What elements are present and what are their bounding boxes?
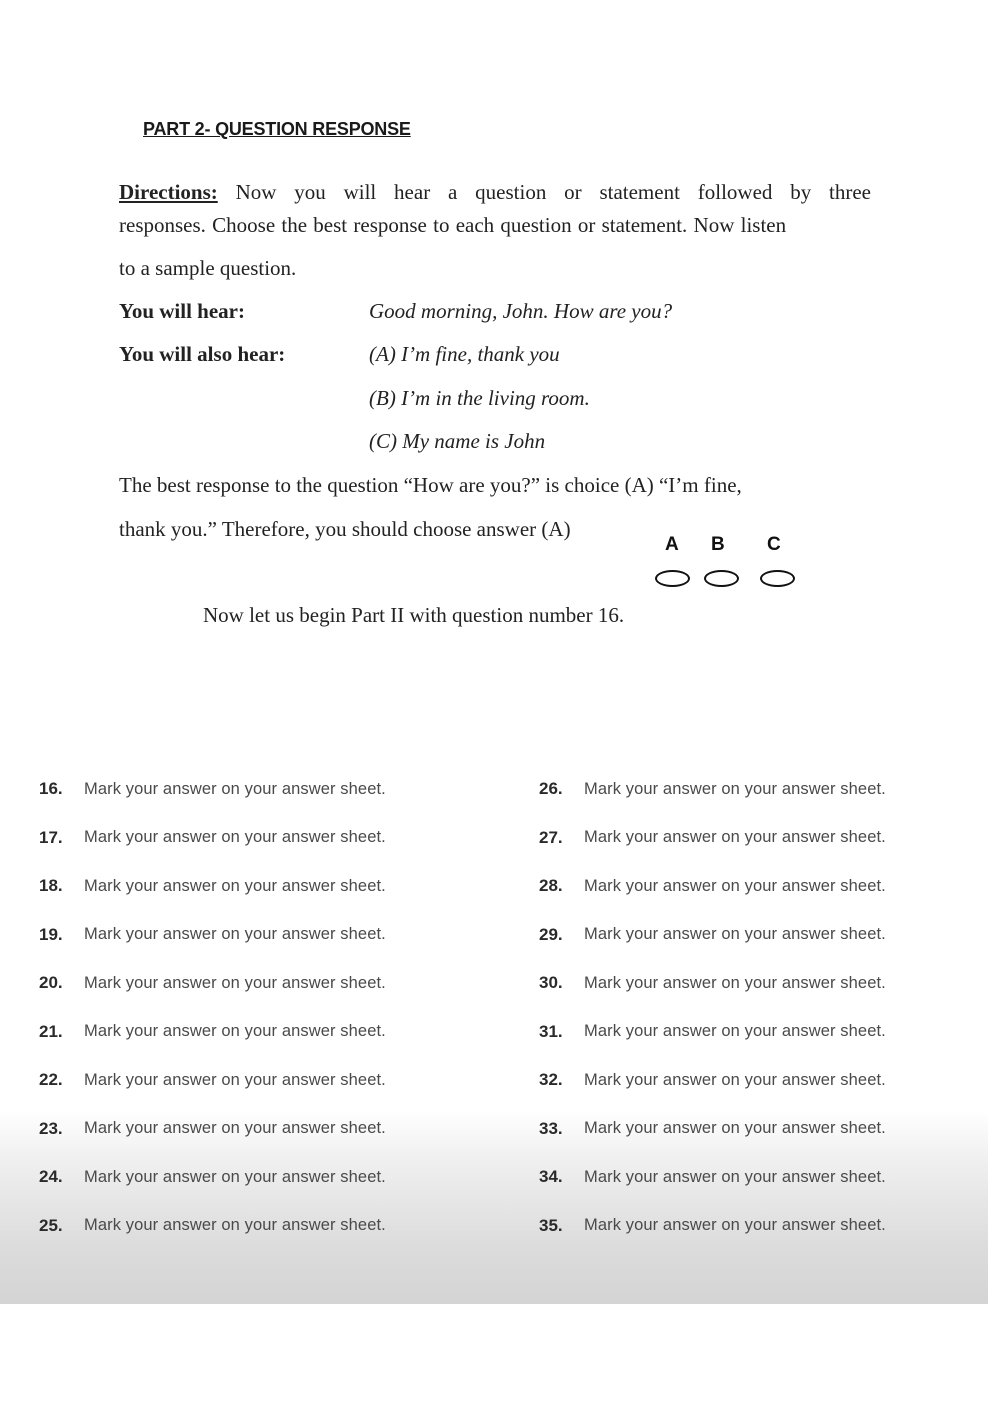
- bubble-letter-b: B: [711, 534, 725, 555]
- answer-instruction: Mark your answer on your answer sheet.: [584, 779, 886, 798]
- begin-instruction: Now let us begin Part II with question number 16.: [203, 603, 625, 627]
- answer-instruction: Mark your answer on your answer sheet.: [84, 1119, 386, 1138]
- part-title: PART 2- QUESTION RESPONSE: [143, 119, 411, 139]
- answer-row: [39, 765, 386, 814]
- answer-row: [539, 1105, 886, 1154]
- answer-row: [39, 1008, 386, 1057]
- answer-instruction: Mark your answer on your answer sheet.: [584, 1022, 886, 1041]
- question-number: 28.: [539, 876, 563, 896]
- answer-instruction: Mark your answer on your answer sheet.: [84, 1070, 386, 1089]
- directions-text-1: Now you will hear a question or statement followed by three: [235, 180, 872, 204]
- sample-option-a: (A) I’m fine, thank you: [369, 342, 560, 366]
- question-number: 33.: [539, 1118, 563, 1138]
- question-number: 32.: [539, 1070, 563, 1090]
- answer-row: [539, 862, 886, 911]
- bubble-letter-c: C: [767, 534, 781, 555]
- answer-instruction: Mark your answer on your answer sheet.: [584, 1216, 886, 1235]
- answer-instruction: Mark your answer on your answer sheet.: [84, 828, 386, 847]
- answer-instruction: Mark your answer on your answer sheet.: [84, 1216, 386, 1235]
- answer-row: [39, 1153, 386, 1202]
- answer-instruction: Mark your answer on your answer sheet.: [584, 876, 886, 895]
- answer-row: [39, 1056, 386, 1105]
- answer-row: [539, 765, 886, 814]
- question-number: 30.: [539, 973, 563, 993]
- answer-list-left: [39, 765, 386, 1250]
- directions-line-2: responses. Choose the best response to each question or statement. Now listen: [119, 213, 787, 237]
- answer-row: [39, 862, 386, 911]
- explanation-line-2: thank you.” Therefore, you should choose answer (A): [119, 517, 571, 541]
- answer-instruction: Mark your answer on your answer sheet.: [84, 1167, 386, 1186]
- answer-row: [39, 1202, 386, 1251]
- question-number: 22.: [39, 1070, 63, 1090]
- answer-instruction: Mark your answer on your answer sheet.: [84, 925, 386, 944]
- answer-row: [539, 1153, 886, 1202]
- answer-instruction: Mark your answer on your answer sheet.: [584, 973, 886, 992]
- answer-row: [39, 959, 386, 1008]
- sample-question-text: Good morning, John. How are you?: [369, 299, 673, 323]
- answer-row: [539, 814, 886, 863]
- question-number: 34.: [539, 1167, 563, 1187]
- answer-row: [539, 911, 886, 960]
- question-number: 19.: [39, 924, 63, 944]
- answer-instruction: Mark your answer on your answer sheet.: [84, 779, 386, 798]
- directions-line-3: to a sample question.: [119, 256, 297, 280]
- answer-row: [39, 911, 386, 960]
- bubble-letter-a: A: [665, 534, 679, 555]
- question-number: 29.: [539, 924, 563, 944]
- answer-row: [539, 1056, 886, 1105]
- answer-instruction: Mark your answer on your answer sheet.: [584, 1167, 886, 1186]
- question-number: 23.: [39, 1118, 63, 1138]
- explanation-line-1: The best response to the question “How are you?” is choice (A) “I’m fine,: [119, 473, 742, 497]
- sample-option-b: (B) I’m in the living room.: [369, 386, 590, 410]
- question-number: 26.: [539, 779, 563, 799]
- answer-row: [39, 1105, 386, 1154]
- question-number: 20.: [39, 973, 63, 993]
- question-number: 16.: [39, 779, 63, 799]
- answer-bubble-a: [655, 570, 690, 587]
- question-number: 27.: [539, 827, 563, 847]
- answer-instruction: Mark your answer on your answer sheet.: [584, 1119, 886, 1138]
- question-number: 31.: [539, 1021, 563, 1041]
- question-number: 24.: [39, 1167, 63, 1187]
- answer-bubble-b: [704, 570, 739, 587]
- answer-instruction: Mark your answer on your answer sheet.: [584, 1070, 886, 1089]
- you-will-also-hear-label: You will also hear:: [119, 342, 286, 366]
- question-number: 21.: [39, 1021, 63, 1041]
- answer-instruction: Mark your answer on your answer sheet.: [84, 973, 386, 992]
- question-number: 18.: [39, 876, 63, 896]
- question-number: 17.: [39, 827, 63, 847]
- answer-instruction: Mark your answer on your answer sheet.: [84, 1022, 386, 1041]
- question-number: 35.: [539, 1215, 563, 1235]
- answer-row: [539, 959, 886, 1008]
- sample-option-c: (C) My name is John: [369, 429, 546, 453]
- answer-instruction: Mark your answer on your answer sheet.: [584, 828, 886, 847]
- answer-bubble-c: [760, 570, 795, 587]
- answer-instruction: Mark your answer on your answer sheet.: [84, 876, 386, 895]
- you-will-hear-label: You will hear:: [119, 299, 245, 323]
- answer-row: [539, 1008, 886, 1057]
- question-number: 25.: [39, 1215, 63, 1235]
- answer-row: [539, 1202, 886, 1251]
- answer-instruction: Mark your answer on your answer sheet.: [584, 925, 886, 944]
- answer-list-right: [539, 765, 886, 1250]
- directions-line-1: [119, 180, 871, 205]
- answer-row: [39, 814, 386, 863]
- directions-label: Directions:: [119, 180, 218, 204]
